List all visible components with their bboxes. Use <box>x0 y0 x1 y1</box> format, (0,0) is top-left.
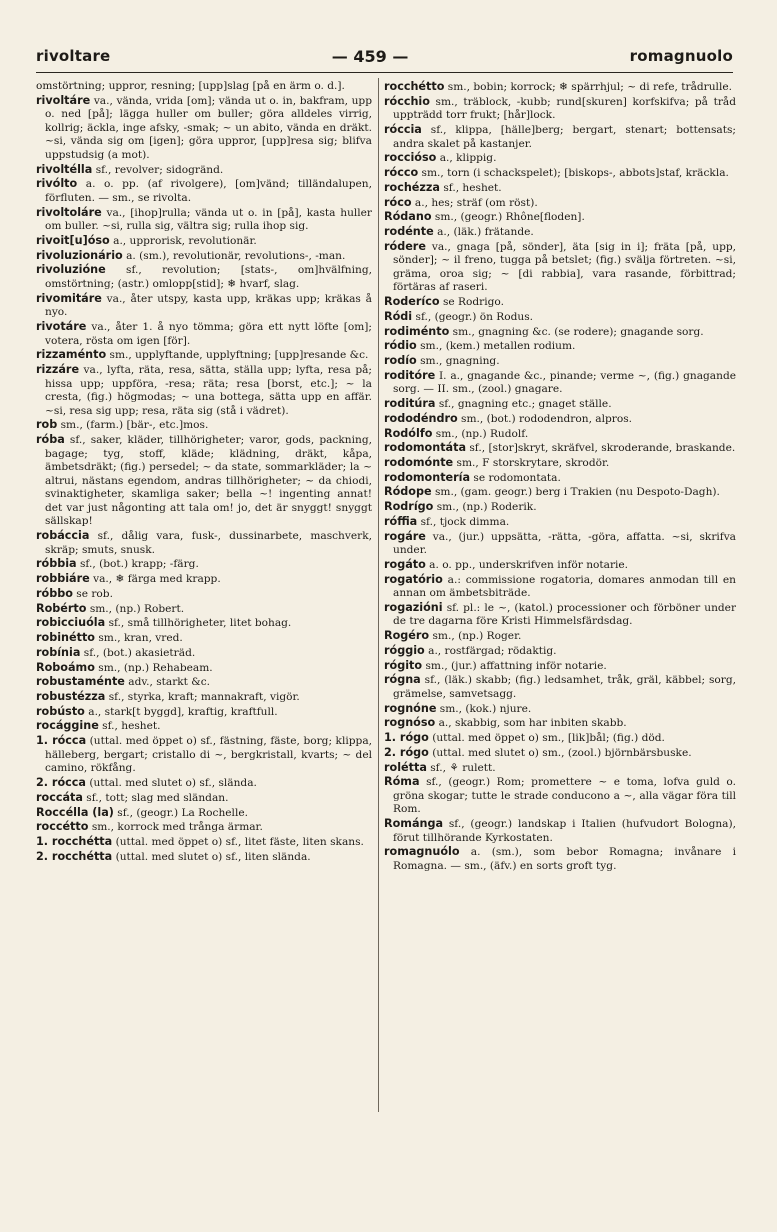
entry-definition: omstörtning; uppror, resning; [upp]slag [på en ärm o. d.]. <box>36 80 345 92</box>
entry-definition: sm., (kok.) njure. <box>439 702 532 715</box>
entry-definition: a., stark[t byggd], kraftig, kraftfull. <box>88 705 278 718</box>
entry-definition: va., lyfta, räta, resa, sätta, ställa upp; lyfta, resa på; hissa upp; uppföra, -resa; räta; resa [borst, etc.]; ~ la cresta, (fig.) högmodas; ~ una bottega, sätta upp en affär. ~si, resa sig upp; resa, räta sig (stå i vädret). <box>45 364 372 417</box>
entry-definition: sm., (kem.) metallen rodium. <box>420 340 576 353</box>
entry-headword: rivólto <box>36 177 78 191</box>
dictionary-entry <box>384 412 736 427</box>
dictionary-entry <box>384 530 736 558</box>
entry-definition: (uttal. med slutet o) sm., (zool.) björnbärsbuske. <box>432 746 692 759</box>
entry-headword: róba <box>36 433 65 447</box>
dictionary-entry <box>36 616 372 631</box>
entry-headword: rógna <box>384 673 421 687</box>
dictionary-entry <box>36 433 372 529</box>
dictionary-entry <box>384 845 736 873</box>
dictionary-entry <box>384 210 736 225</box>
entry-definition: sm., F storskrytare, skrodör. <box>456 456 610 469</box>
entry-definition: sf., [stor]skryt, skräfvel, skroderande, braskande. <box>469 442 736 455</box>
entry-definition: va., [ihop]rulla; vända ut o. in [på], kasta huller om buller. ~si, rulla sig, vältra sig; rulla ihop sig. <box>45 206 372 233</box>
entry-headword: romagnuólo <box>384 845 460 859</box>
dictionary-entry <box>36 791 372 806</box>
entry-definition: sm., (np.) Rehabeam. <box>98 661 213 674</box>
entry-headword: rizzáre <box>36 363 80 376</box>
entry-headword: rogatório <box>384 572 443 586</box>
entry-headword: rivotáre <box>36 319 87 333</box>
page-header <box>36 42 733 70</box>
entry-definition: a., (läk.) frätande. <box>437 225 534 238</box>
entry-definition: va., gnaga [på, sönder], äta [sig in i]; fräta [på, upp, sönder]; ~ il freno, tugga på betslet; (fig.) svälja förtreten. ~si, gräma, oroa sig; ~ [di rabbia], vara rasande, förbittrad; förtäras af raseri. <box>393 240 736 294</box>
entry-headword: robústo <box>36 704 85 718</box>
entry-headword: robicciuóla <box>36 616 106 630</box>
entry-headword: roccióso <box>384 151 437 165</box>
entry-headword: rizzaménto <box>36 348 107 362</box>
entry-definition: a. (sm.), revolutionär, revolutions-, -man. <box>126 249 346 262</box>
dictionary-entry <box>384 673 736 701</box>
dictionary-entry <box>384 95 736 123</box>
entry-headword: 1. rócca <box>36 734 87 748</box>
dictionary-entry <box>36 705 372 720</box>
entry-headword: 2. rógo <box>384 745 429 759</box>
entry-definition: sm., gnagning. <box>420 355 500 368</box>
entry-headword: Róma <box>384 775 420 789</box>
entry-headword: rogazióni <box>384 600 443 614</box>
entry-headword: róco <box>384 195 412 209</box>
entry-headword: robínia <box>36 645 81 659</box>
entry-definition: a., skabbig, som har inbiten skabb. <box>438 717 627 730</box>
entry-definition: sm., kran, vred. <box>98 632 183 645</box>
dictionary-entry <box>384 80 736 95</box>
entry-definition: sf., gnagning etc.; gnaget ställe. <box>438 398 612 411</box>
dictionary-entry <box>384 573 736 601</box>
entry-headword: Rodólfo <box>384 426 433 440</box>
entry-definition: sm., (np.) Roger. <box>432 630 522 643</box>
dictionary-entry <box>36 776 372 791</box>
left-running-head: rivoltare <box>36 47 111 65</box>
entry-headword: rodomontáta <box>384 441 466 455</box>
dictionary-entry <box>384 817 736 845</box>
entry-headword: ródere <box>384 239 426 253</box>
entry-headword: rodomónte <box>384 455 454 469</box>
dictionary-entry <box>36 646 372 661</box>
entry-headword: rob <box>36 418 58 432</box>
entry-definition: sf., (geogr.) La Rochelle. <box>117 806 248 819</box>
dictionary-entry <box>36 572 372 587</box>
entry-definition: sf., (bot.) akasieträd. <box>83 646 196 659</box>
dictionary-entry <box>384 471 736 486</box>
entry-definition: sm., (geogr.) Rhône[floden]. <box>434 211 585 224</box>
dictionary-entry <box>384 166 736 181</box>
entry-headword: Rodrígo <box>384 500 434 514</box>
entry-headword: Roderíco <box>384 295 440 309</box>
dictionary-entry <box>36 820 372 835</box>
entry-headword: róbbo <box>36 586 73 600</box>
entry-definition: a. o. pp., underskrifven inför notarie. <box>429 558 629 571</box>
dictionary-entry <box>384 500 736 515</box>
entry-definition: a., hes; sträf (om röst). <box>414 196 538 209</box>
dictionary-entry <box>36 263 372 291</box>
dictionary-entry <box>384 354 736 369</box>
dictionary-entry <box>384 369 736 397</box>
entry-definition: sf., ⚘ rulett. <box>430 761 496 774</box>
entry-headword: 1. rocchétta <box>36 834 113 848</box>
column-divider <box>378 78 379 1112</box>
entry-definition: va., (jur.) uppsätta, -rätta, -göra, affatta. ~si, skrifva under. <box>393 530 736 557</box>
entry-headword: róggio <box>384 643 425 657</box>
entry-headword: róbbia <box>36 557 77 571</box>
entry-definition: sf., revolver; sidogränd. <box>95 163 224 176</box>
entry-headword: rododéndro <box>384 411 458 425</box>
entry-definition: I. a., gnagande &c., pinande; verme ~, (fig.) gnagande sorg. — II. sm., (zool.) gnagare. <box>393 369 736 396</box>
dictionary-entry <box>36 806 372 821</box>
entry-headword: rodiménto <box>384 324 450 338</box>
entry-headword: rivoltélla <box>36 162 93 176</box>
entry-definition: sf., (geogr.) landskap i Italien (hufvudort Bologna), förut tillhörande Kyrkostaten. <box>393 818 736 844</box>
dictionary-entry <box>384 295 736 310</box>
dictionary-entry <box>384 325 736 340</box>
entry-definition: a. o. pp. (af rivolgere), [om]vänd; tilländalupen, förfluten. — sm., se rivolta. <box>45 178 372 204</box>
entry-definition: a., rostfärgad; rödaktig. <box>428 644 557 657</box>
entry-headword: rodomontería <box>384 470 471 484</box>
entry-headword: rognóne <box>384 701 437 715</box>
entry-headword: Ródope <box>384 485 432 499</box>
entry-definition: va., åter 1. å nyo tömma; göra ett nytt löfte [om]; votera, rösta om igen [för]. <box>45 320 372 347</box>
dictionary-entry <box>36 719 372 734</box>
dictionary-entry <box>384 558 736 573</box>
dictionary-entry <box>36 675 372 690</box>
dictionary-entry <box>384 310 736 325</box>
dictionary-entry <box>384 225 736 240</box>
entry-definition: sm., (gam. geogr.) berg i Trakien (nu Despoto-Dagh). <box>434 486 720 499</box>
entry-definition: (uttal. med öppet o) sm., [lik]bål; (fig.) död. <box>432 732 665 745</box>
dictionary-entry <box>36 835 372 850</box>
entry-definition: sm., (np.) Rudolf. <box>435 427 529 440</box>
entry-headword: Robérto <box>36 601 87 615</box>
dictionary-entry <box>384 716 736 731</box>
entry-definition: sm., (bot.) rododendron, alpros. <box>461 412 633 425</box>
page-number: — 459 — <box>331 46 409 66</box>
dictionary-entry <box>384 731 736 746</box>
dictionary-entry <box>384 515 736 530</box>
entry-headword: rivoltoláre <box>36 205 102 219</box>
dictionary-entry <box>36 529 372 557</box>
entry-definition: sm., gnagning &c. (se rodere); gnagande sorg. <box>452 325 704 338</box>
dictionary-entry <box>384 151 736 166</box>
entry-headword: Ródi <box>384 309 413 323</box>
entry-headword: roléttа <box>384 760 427 774</box>
entry-headword: robustaménte <box>36 675 125 689</box>
dictionary-entry <box>384 456 736 471</box>
entry-definition: sm., (jur.) affattning inför notarie. <box>425 659 607 672</box>
entry-headword: rivoltáre <box>36 93 91 107</box>
dictionary-entry <box>384 196 736 211</box>
entry-headword: rógito <box>384 658 423 672</box>
dictionary-entry <box>36 557 372 572</box>
entry-headword: robinétto <box>36 631 95 645</box>
entry-definition: sm., korrock med trånga ärmar. <box>91 821 263 834</box>
dictionary-entry <box>384 123 736 151</box>
dictionary-entry <box>36 690 372 705</box>
entry-definition: va., åter utspy, kasta upp, kräkas upp; kräkas å nyo. <box>45 292 372 319</box>
entry-headword: rócco <box>384 166 419 180</box>
dictionary-entry <box>36 363 372 418</box>
entry-definition: sm., (farm.) [bär-, etc.]mos. <box>60 419 209 432</box>
dictionary-entry <box>36 631 372 646</box>
entry-headword: rochézza <box>384 180 440 194</box>
entry-definition: va., ❄ färga med krapp. <box>93 573 221 586</box>
left-column <box>36 80 372 1120</box>
dictionary-entry <box>36 234 372 249</box>
entry-headword: róffia <box>384 514 418 528</box>
dictionary-entry <box>384 775 736 817</box>
header-rule <box>36 72 733 73</box>
entry-headword: Rogéro <box>384 629 430 643</box>
dictionary-entry <box>36 348 372 363</box>
dictionary-entry <box>36 80 372 94</box>
entry-definition: a.: commissione rogatoria, domares anmodan till en annan om ämbetsbiträde. <box>393 573 736 600</box>
entry-headword: Románga <box>384 817 444 831</box>
dictionary-entry <box>384 181 736 196</box>
right-running-head: romagnuolo <box>629 47 733 65</box>
entry-definition: sf., tott; slag med sländan. <box>86 791 229 804</box>
dictionary-entry <box>36 587 372 602</box>
entry-headword: roditúra <box>384 397 436 411</box>
entry-definition: sf., (läk.) skabb; (fig.) ledsamhet, tråk, gräl, käbbel; sorg, grämelse, samvetsagg. <box>393 674 736 700</box>
entry-headword: robáccia <box>36 529 90 543</box>
dictionary-entry <box>384 485 736 500</box>
entry-headword: ródio <box>384 339 417 353</box>
entry-headword: rodénte <box>384 224 434 238</box>
dictionary-entry <box>36 163 372 178</box>
entry-definition: sm., bobin; korrock; ❄ spärrhjul; ~ di refe, trådrulle. <box>447 81 732 93</box>
entry-headword: rivomitáre <box>36 291 102 305</box>
dictionary-entry <box>36 661 372 676</box>
entry-definition: (uttal. med öppet o) sf., fästning, fäste, borg; klippa, hälleberg, bergart; cristallo di ~, bergkristall, kvarts; ~ del camino, rökfång. <box>45 735 372 775</box>
dictionary-entry <box>384 659 736 674</box>
entry-definition: sf., dålig vara, fusk-, dussinarbete, maschverk, skräp; smuts, snusk. <box>45 530 372 556</box>
entry-definition: sf., styrka, kraft; mannakraft, vigör. <box>108 691 300 704</box>
entry-definition: sf., små tillhörigheter, litet bohag. <box>108 617 292 630</box>
entry-definition: sm., träblock, -kubb; rund[skuren] korfskifva; på tråd uppträdd torr frukt; [hår]lock. <box>393 95 736 122</box>
entry-definition: va., vända, vrida [om]; vända ut o. in, bakfram, upp o. ned [på]; lägga huller om buller; göra alldeles virrig, kollrig; äckla, inge afsky, -smak; ~ un abito, vända en dräkt. ~si, vända sig om [igen]; göra uppror, [upp]resa sig; blifva uppstudsig (a mot). <box>45 94 372 161</box>
entry-headword: rogáto <box>384 557 426 571</box>
entry-headword: rivoluzionário <box>36 248 123 262</box>
entry-headword: rivoluzióne <box>36 263 106 277</box>
entry-definition: se Rodrigo. <box>442 296 504 309</box>
entry-headword: róccia <box>384 123 422 137</box>
entry-definition: sf. pl.: le ~, (katol.) processioner och förböner under de tre dagarna före Kristi Himmelsfärdsdag. <box>393 601 736 628</box>
entry-definition: se rodomontata. <box>473 471 561 484</box>
entry-definition: sm., upplyftande, upplyftning; [upp]resande &c. <box>109 349 369 362</box>
dictionary-entry <box>384 746 736 761</box>
entry-definition: sf., heshet. <box>443 181 502 194</box>
dictionary-entry <box>384 601 736 629</box>
entry-headword: Roboámo <box>36 660 95 674</box>
entry-headword: 2. rócca <box>36 776 86 790</box>
entry-definition: (uttal. med slutet o) sf., liten slända. <box>115 850 311 863</box>
entry-headword: rogáre <box>384 529 426 543</box>
entry-definition: sf., klippa, [hälle]berg; bergart, stenart; bottensats; andra skalet på kastanjer. <box>393 124 736 150</box>
dictionary-entry <box>384 702 736 717</box>
entry-definition: adv., starkt &c. <box>128 676 211 689</box>
entry-definition: sm., (np.) Robert. <box>89 602 185 615</box>
dictionary-entry <box>36 320 372 348</box>
entry-headword: roccétto <box>36 820 89 834</box>
entry-definition: a., klippig. <box>439 152 497 165</box>
entry-headword: roditóre <box>384 368 436 382</box>
entry-headword: rognóso <box>384 716 436 730</box>
entry-headword: Roccélla (la) <box>36 805 114 819</box>
entry-definition: sm., (np.) Roderik. <box>436 501 537 514</box>
entry-definition: sf., (bot.) krapp; -färg. <box>79 558 199 571</box>
entry-definition: sf., saker, kläder, tillhörigheter; varor, gods, packning, bagage; tyg, stoff, kläde; klädning, dräkt, kåpa, ämbetsdräkt; (fig.) persedel; ~ da state, sommarkläder; la ~ altrui, nästans egendom, andras tillhörigheter; ~ da chiodi, svinaktigheter, skamliga saker; bella ~! ingenting annat! det var just någonting att tala om! jo, det är snyggt! snyggt sällskap! <box>45 434 372 528</box>
dictionary-entry <box>36 206 372 234</box>
dictionary-entry <box>36 94 372 163</box>
entry-headword: roccáta <box>36 790 83 804</box>
dictionary-entry <box>36 734 372 776</box>
dictionary-entry <box>384 644 736 659</box>
dictionary-entry <box>384 339 736 354</box>
dictionary-entry <box>384 240 736 295</box>
entry-headword: rocchétto <box>384 80 445 93</box>
right-column <box>384 80 736 1120</box>
entry-headword: 1. rógo <box>384 731 429 745</box>
entry-definition: (uttal. med öppet o) sf., litet fäste, liten skans. <box>115 835 364 848</box>
entry-definition: (uttal. med slutet o) sf., slända. <box>89 777 257 790</box>
entry-headword: rivoit[u]óso <box>36 233 110 247</box>
entry-headword: rócchio <box>384 94 430 108</box>
entry-definition: sf., revolution; [stats-, om]hvälfning, omstörtning; (astr.) omlopp[stid]; ❄ hvarf, slag. <box>45 264 372 290</box>
entry-definition: sf., tjock dimma. <box>420 515 510 528</box>
dictionary-entry <box>36 850 372 865</box>
entry-headword: 2. rocchétta <box>36 849 113 863</box>
entry-headword: Ródano <box>384 210 432 224</box>
dictionary-entry <box>36 292 372 320</box>
entry-definition: a. (sm.), som bebor Romagna; invånare i Romagna. — sm., (äfv.) en sorts groft tyg. <box>393 846 736 873</box>
dictionary-entry <box>36 249 372 264</box>
entry-headword: robbiáre <box>36 572 90 586</box>
entry-headword: rodío <box>384 354 417 368</box>
dictionary-entry <box>384 427 736 442</box>
dictionary-entry <box>36 177 372 205</box>
dictionary-entry <box>384 441 736 456</box>
entry-definition: sf., (geogr.) Rom; promettere ~ e toma, lofva guld o. gröna skogar; tutte le strade conducono a ~, alla vägar föra till Rom. <box>393 776 736 816</box>
dictionary-entry <box>36 418 372 433</box>
dictionary-entry <box>384 761 736 776</box>
entry-definition: sm., torn (i schackspelet); [biskops-, abbots]staf, kräckla. <box>421 167 729 180</box>
dictionary-entry <box>384 397 736 412</box>
entry-headword: rocággine <box>36 719 99 733</box>
entry-definition: se rob. <box>76 587 113 600</box>
entry-definition: sf., heshet. <box>102 720 161 733</box>
entry-definition: sf., (geogr.) ön Rodus. <box>415 310 534 323</box>
dictionary-entry <box>384 629 736 644</box>
entry-definition: a., upprorisk, revolutionär. <box>113 234 257 247</box>
dictionary-entry <box>36 602 372 617</box>
entry-headword: robustézza <box>36 690 106 704</box>
